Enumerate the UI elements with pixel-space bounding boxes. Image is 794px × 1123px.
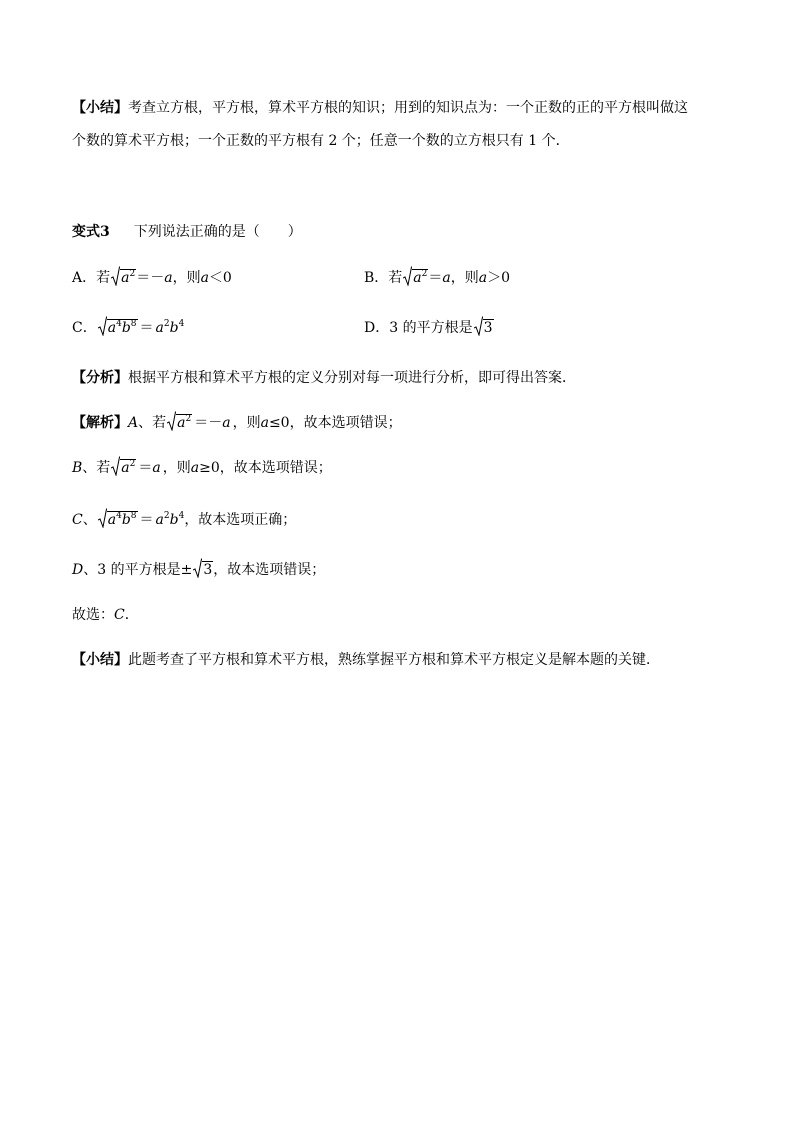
solution-b-cond: ≥0，故本选项错误； <box>199 460 332 476</box>
option-b-eq: ＝ <box>428 270 443 286</box>
option-b-var2: a <box>478 270 488 286</box>
solution-c-letter: C <box>72 512 83 528</box>
summary-text-2: 个数的算术平方根；一个正数的平方根有 2 个；任意一个数的立方根只有 1 个． <box>72 133 570 149</box>
question-stem <box>72 222 302 242</box>
option-a-eq: ＝－ <box>136 270 165 286</box>
analysis-line <box>72 368 576 388</box>
choice-letter: C <box>114 607 125 623</box>
option-a <box>72 268 232 288</box>
option-a-var: a <box>164 270 173 286</box>
question-text: 下列说法正确的是（ ） <box>133 224 302 240</box>
solution-d-letter: D <box>72 562 84 578</box>
solution-c-tail: ，故本选项正确； <box>184 512 297 528</box>
solution-b: B、若 $a^2 =a$ ，则a≥0，故本选项错误； <box>72 459 332 476</box>
sqrt-a-squared: $a^2$ <box>111 458 136 478</box>
option-c-prefix: C． <box>72 320 97 336</box>
option-d <box>364 318 494 338</box>
solution-a-prefix: 、若 <box>138 415 167 431</box>
solution-a-letter: A <box>128 415 139 431</box>
option-c: C． $a^4b^8 = a^2b^4$ <box>72 319 185 336</box>
sqrt-a4-b8: $a^4b^8$ <box>98 510 138 530</box>
solution-a-tail: ，则 <box>232 415 261 431</box>
option-b-var: a <box>442 270 451 286</box>
solution-d-prefix: 、3 的平方根是± <box>83 562 193 578</box>
option-b-cond: ＞0 <box>487 270 511 286</box>
summary-line-1 <box>72 98 688 118</box>
choice-prefix: 故选： <box>72 607 114 623</box>
choice-tail: ． <box>124 607 139 623</box>
solution-c: C、 $a^4b^8 = a^2b^4$，故本选项正确； <box>72 511 297 528</box>
sqrt-3: 3 <box>193 560 213 580</box>
option-d-prefix: D．3 的平方根是 <box>364 320 473 336</box>
option-a-var2: a <box>200 270 209 286</box>
summary2-line <box>72 650 660 670</box>
solution-c-prefix: 、 <box>82 512 97 528</box>
solution-d-tail: ，故本选项错误； <box>213 562 326 578</box>
sqrt-a-squared: $a^2$ <box>167 413 192 433</box>
summary-line-2 <box>72 131 570 151</box>
summary-text-1: 考查立方根，平方根，算术平方根的知识；用到的知识点为：一个正数的正的平方根叫做这 <box>128 100 688 116</box>
answer-choice <box>72 605 139 625</box>
sqrt-3: 3 <box>474 318 494 338</box>
summary-label: 【小结】 <box>72 100 128 116</box>
solution-a: 【解析】A、若 $a^2 =-a$ ，则a≤0，故本选项错误； <box>72 414 402 431</box>
question-label: 变式3 <box>72 224 110 240</box>
solution-label: 【解析】 <box>72 415 128 431</box>
option-b <box>364 268 510 288</box>
solution-b-prefix: 、若 <box>82 460 111 476</box>
option-a-prefix: A．若 <box>72 270 111 286</box>
solution-b-letter: B <box>72 460 83 476</box>
option-a-cond: ＜0 <box>208 270 232 286</box>
option-a-tail: ，则 <box>172 270 201 286</box>
option-b-prefix: B．若 <box>364 270 403 286</box>
option-b-tail: ，则 <box>450 270 479 286</box>
solution-b-tail: ，则 <box>162 460 191 476</box>
sqrt-a-squared: $a^2$ <box>403 268 428 288</box>
summary2-text: 此题考查了平方根和算术平方根，熟练掌握平方根和算术平方根定义是解本题的关键． <box>128 652 660 668</box>
analysis-text: 根据平方根和算术平方根的定义分别对每一项进行分析，即可得出答案． <box>128 370 576 386</box>
sqrt-a-squared: $a^2$ <box>111 268 136 288</box>
solution-a-cond: ≤0，故本选项错误； <box>268 415 402 431</box>
analysis-label: 【分析】 <box>72 370 128 386</box>
solution-d <box>72 560 325 580</box>
sqrt-a4-b8: $a^4b^8$ <box>98 318 138 338</box>
summary2-label: 【小结】 <box>72 652 128 668</box>
